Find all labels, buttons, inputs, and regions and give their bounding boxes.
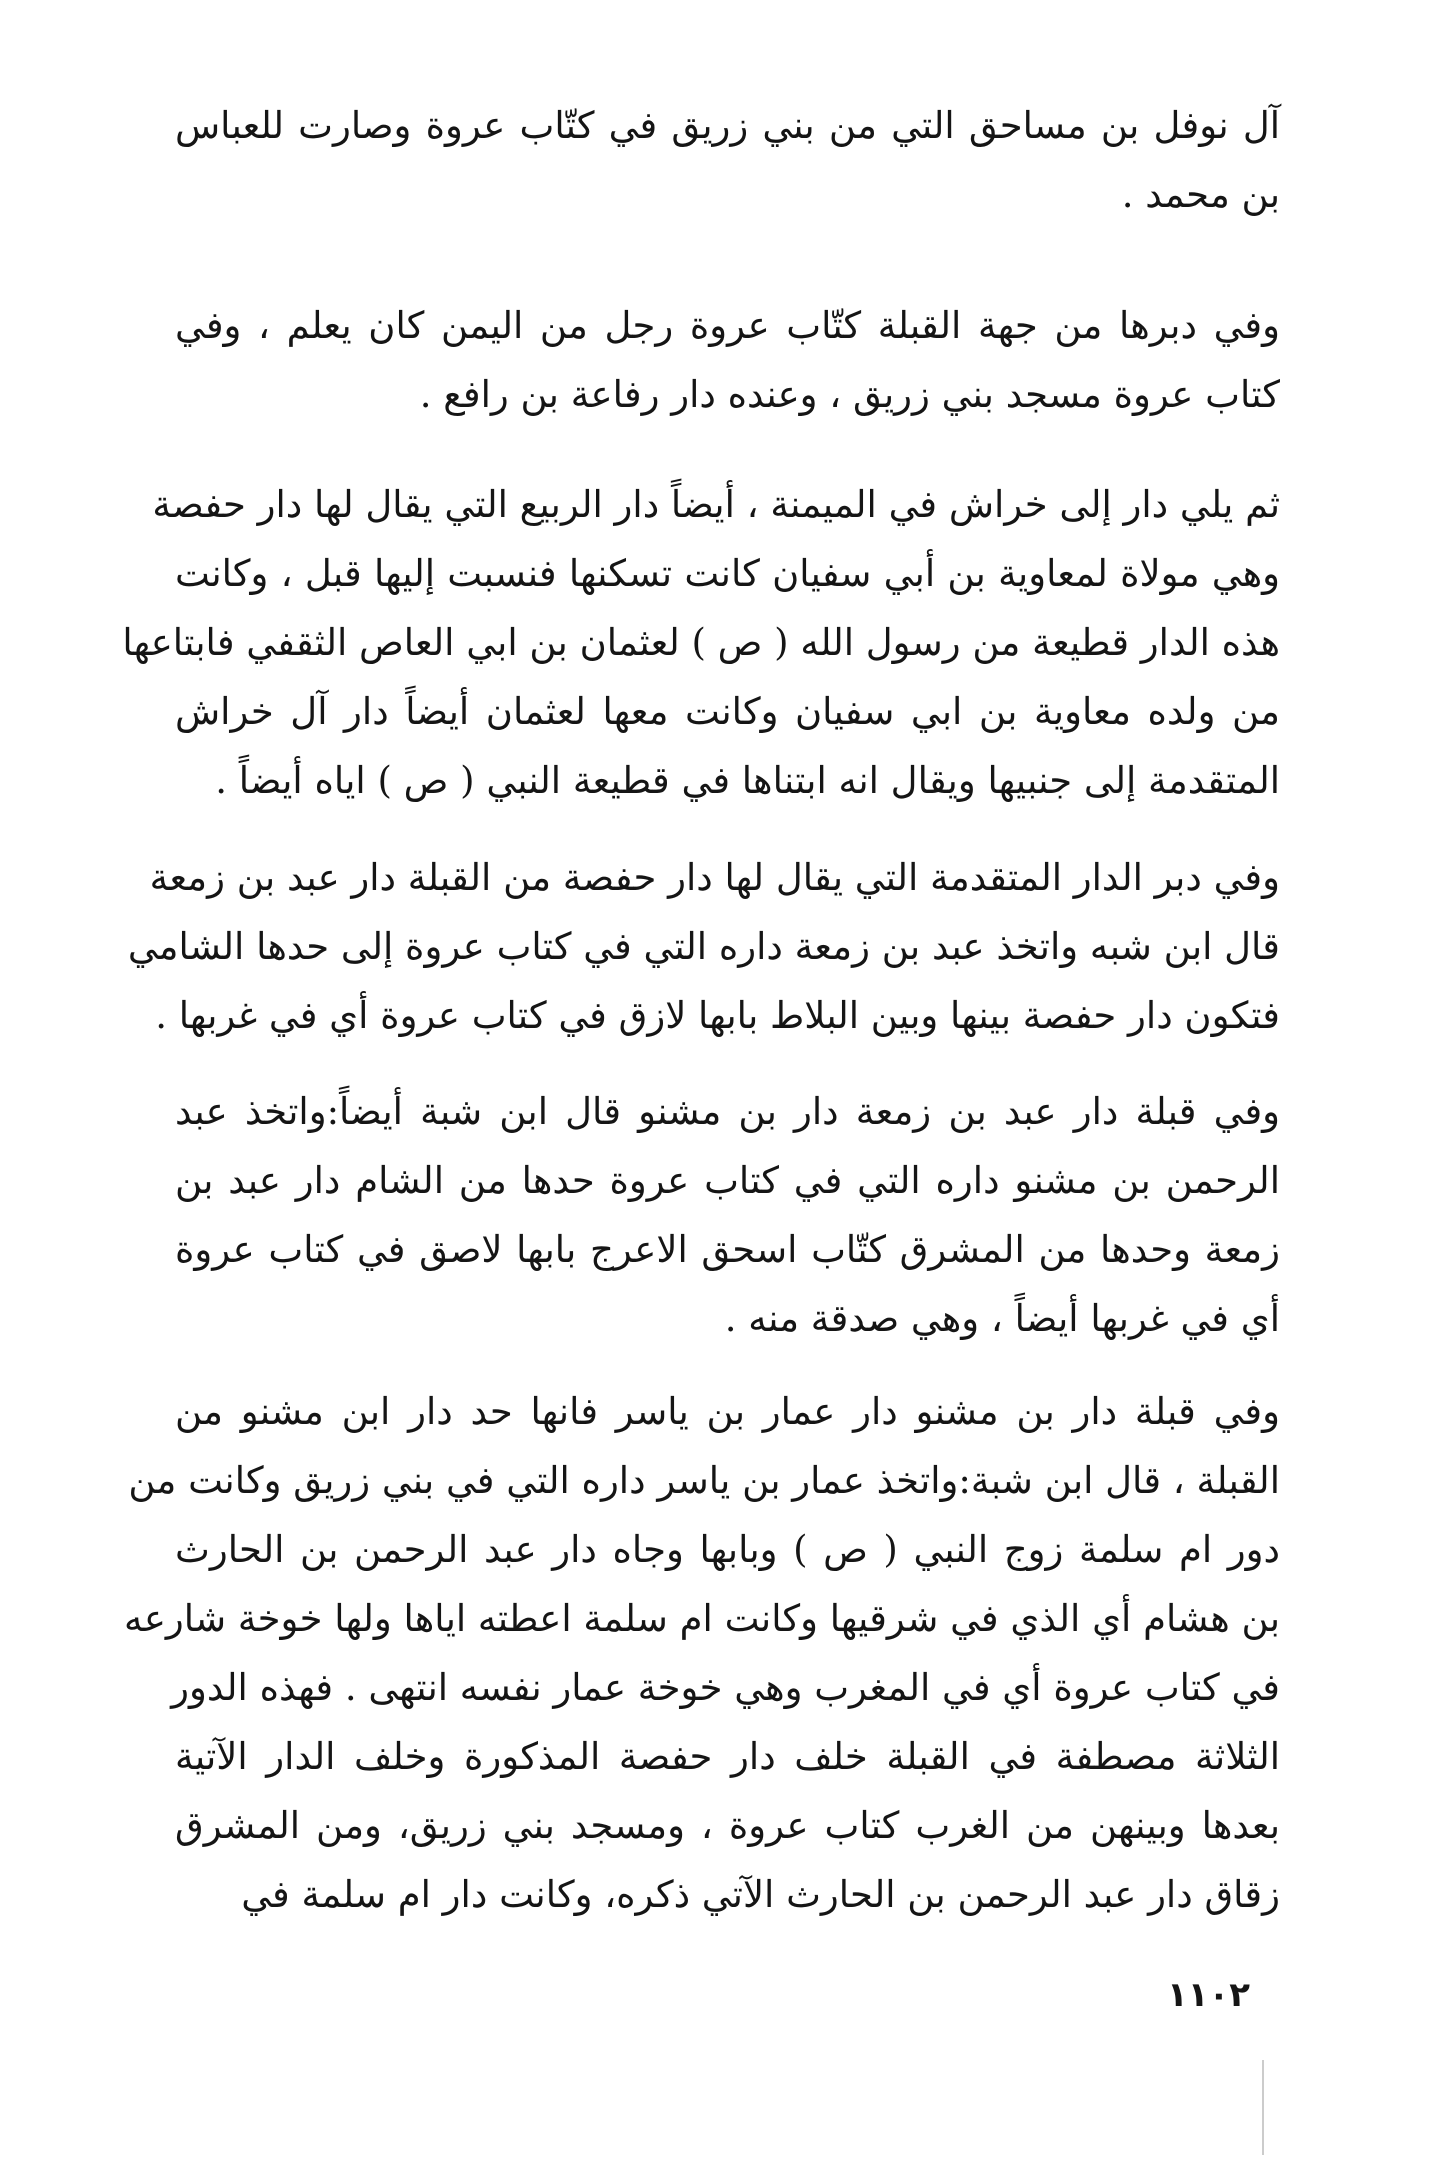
text-line: فتكون دار حفصة بينها وبين البلاط بابها لازق في كتاب عروة أي في غربها .: [155, 994, 1280, 1037]
text-line: الثلاثة مصطفة في القبلة خلف دار حفصة المذكورة وخلف الدار الآتية: [175, 1735, 1280, 1778]
text-line: في كتاب عروة أي في المغرب وهي خوخة عمار نفسه انتهى . فهذه الدور: [171, 1666, 1280, 1709]
text-line: من ولده معاوية بن ابي سفيان وكانت معها لعثمان أيضاً دار آل خراش: [175, 690, 1280, 733]
paragraph-5: [175, 1077, 1280, 1353]
text-line: وفي دبرها من جهة القبلة كتّاب عروة رجل من اليمن كان يعلم ، وفي: [175, 304, 1280, 347]
paragraph-1: [175, 91, 1280, 229]
paragraph-4: [127, 843, 1280, 1050]
text-line: بعدها وبينهن من الغرب كتاب عروة ، ومسجد بني زريق، ومن المشرق: [175, 1804, 1280, 1847]
page-number: ١١٠٢: [1166, 1975, 1250, 2015]
text-line: قال ابن شبه واتخذ عبد بن زمعة داره التي في كتاب عروة إلى حدها الشامي: [127, 925, 1280, 968]
text-line: بن هشام أي الذي في شرقيها وكانت ام سلمة اعطته اياها ولها خوخة شارعه: [124, 1597, 1280, 1640]
text-line: كتاب عروة مسجد بني زريق ، وعنده دار رفاعة بن رافع .: [419, 373, 1280, 416]
text-line: المتقدمة إلى جنبيها ويقال انه ابتناها في قطيعة النبي ( ص ) اياه أيضاً .: [215, 759, 1280, 802]
scan-edge-mark: [1262, 2060, 1264, 2155]
text-line: الرحمن بن مشنو داره التي في كتاب عروة حدها من الشام دار عبد بن: [175, 1159, 1280, 1202]
text-line: ثم يلي دار إلى خراش في الميمنة ، أيضاً دار الربيع التي يقال لها دار حفصة: [152, 483, 1280, 526]
paragraph-3: [122, 470, 1280, 815]
text-line: وفي قبلة دار بن مشنو دار عمار بن ياسر فانها حد دار ابن مشنو من: [175, 1390, 1280, 1433]
text-line: وهي مولاة لمعاوية بن أبي سفيان كانت تسكنها فنسبت إليها قبل ، وكانت: [175, 552, 1280, 595]
text-line: وفي دبر الدار المتقدمة التي يقال لها دار حفصة من القبلة دار عبد بن زمعة: [149, 856, 1280, 899]
text-line: دور ام سلمة زوج النبي ( ص ) وبابها وجاه دار عبد الرحمن بن الحارث: [175, 1528, 1280, 1571]
text-line: وفي قبلة دار عبد بن زمعة دار بن مشنو قال ابن شبة أيضاً:واتخذ عبد: [175, 1090, 1280, 1133]
text-line: زمعة وحدها من المشرق كتّاب اسحق الاعرج بابها لاصق في كتاب عروة: [175, 1228, 1280, 1271]
paragraph-6: [124, 1377, 1280, 1929]
text-line: القبلة ، قال ابن شبة:واتخذ عمار بن ياسر داره التي في بني زريق وكانت من: [128, 1459, 1280, 1502]
text-line: أي في غربها أيضاً ، وهي صدقة منه .: [724, 1297, 1280, 1340]
paragraph-2: [175, 291, 1280, 429]
text-line: بن محمد .: [1121, 173, 1280, 216]
text-line: آل نوفل بن مساحق التي من بني زريق في كتّاب عروة وصارت للعباس: [175, 104, 1280, 147]
text-line: هذه الدار قطيعة من رسول الله ( ص ) لعثمان بن ابي العاص الثقفي فابتاعها: [122, 621, 1280, 664]
text-line: زقاق دار عبد الرحمن بن الحارث الآتي ذكره، وكانت دار ام سلمة في: [241, 1873, 1280, 1916]
